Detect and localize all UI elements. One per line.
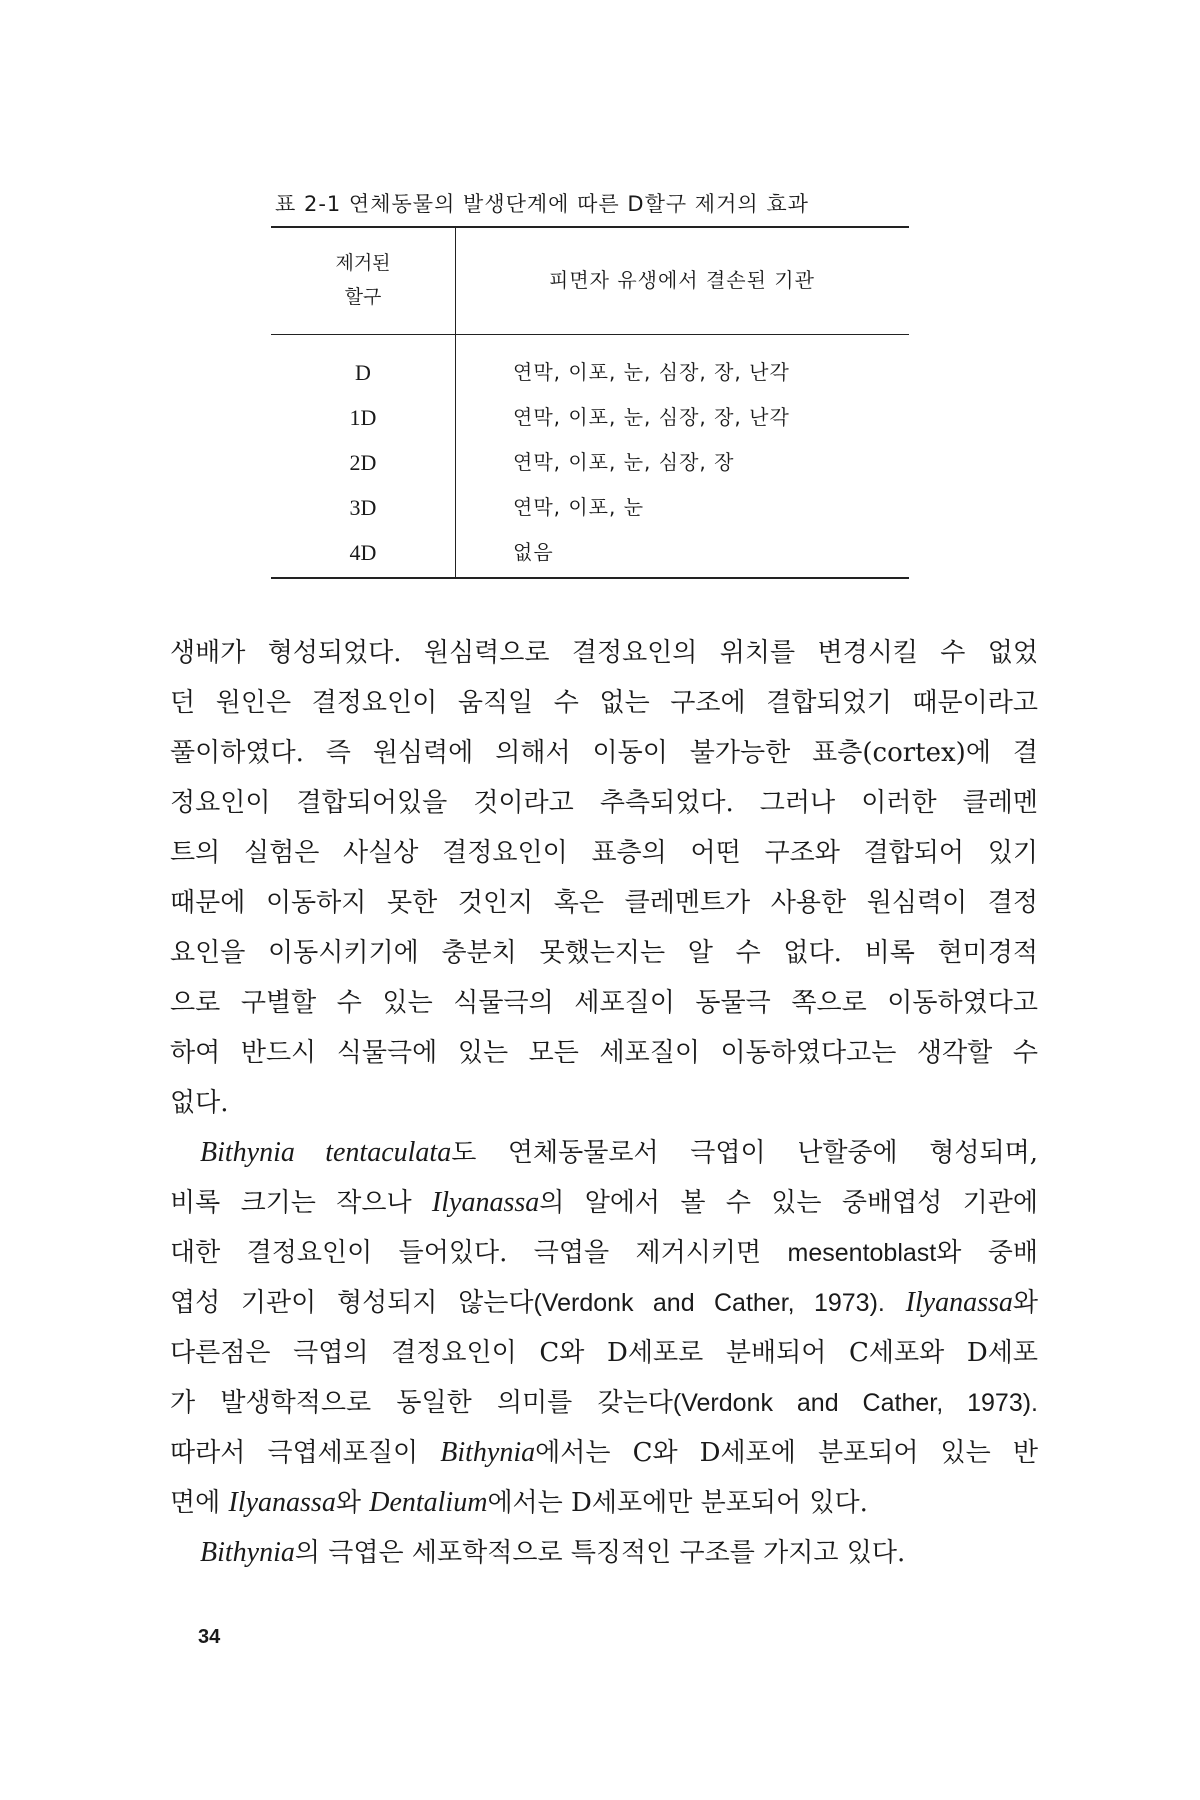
- table-row: [271, 350, 909, 395]
- text-line: [170, 1378, 1038, 1428]
- text-line: 때문에 이동하지 못한 것인지 혹은 클레멘트가 사용한 원심력이 결정: [170, 888, 1038, 918]
- text-line: [170, 1228, 1038, 1278]
- text-line: 없다.: [170, 1088, 229, 1118]
- species-name: Bithynia: [440, 1437, 536, 1468]
- cell-organs: 연막, 이포, 눈, 심장, 장: [513, 450, 735, 474]
- cell-organs: 연막, 이포, 눈: [513, 495, 645, 519]
- text-run: 와 중배: [936, 1238, 1038, 1268]
- text-line: 풀이하였다. 즉 원심력에 의해서 이동이 불가능한 표층(cortex)에 결: [170, 738, 1038, 768]
- citation: (Verdonk and Cather, 1973).: [672, 1389, 1038, 1417]
- text-line: [170, 1478, 1038, 1528]
- text-line: [170, 1428, 1038, 1478]
- body-text: [170, 628, 1038, 1578]
- species-name: Ilyanassa: [228, 1487, 336, 1518]
- text-run: 의 알에서 볼 수 있는 중배엽성 기관에: [539, 1188, 1038, 1218]
- text-run: 도 연체동물로서 극엽이 난할중에 형성되며,: [451, 1138, 1039, 1168]
- text-run: 에서는 D세포에만 분포되어 있다.: [487, 1488, 868, 1518]
- table-header-removed-blastomere: [271, 246, 455, 314]
- table-header-missing-organs: 피면자 유생에서 결손된 기관: [549, 268, 815, 292]
- text-line: 하여 반드시 식물극에 있는 모든 세포질이 이동하였다고는 생각할 수: [170, 1038, 1038, 1068]
- species-name: Bithynia: [200, 1537, 295, 1568]
- cell-blastomere: D: [355, 360, 371, 385]
- table-header-divider: [271, 334, 909, 335]
- table-row: [271, 485, 909, 530]
- text-run: 와: [1012, 1288, 1039, 1318]
- table-row: [271, 440, 909, 485]
- table-row: [271, 395, 909, 440]
- text-line: 생배가 형성되었다. 원심력으로 결정요인의 위치를 변경시킬 수 없었: [170, 638, 1038, 668]
- cell-organs: 연막, 이포, 눈, 심장, 장, 난각: [513, 405, 790, 429]
- cell-organs: 없음: [513, 540, 554, 564]
- text-run: 의 극엽은 세포학적으로 특징적인 구조를 가지고 있다.: [294, 1538, 906, 1568]
- text-run: 대한 결정요인이 들어있다. 극엽을 제거시키면: [170, 1238, 788, 1268]
- species-name: Dentalium: [369, 1487, 488, 1518]
- species-name: Bithynia tentaculata: [200, 1137, 452, 1168]
- cell-blastomere: 3D: [349, 495, 377, 520]
- header-left-line1: 제거된: [335, 252, 391, 274]
- text-line: [170, 1278, 1038, 1328]
- text-line: [170, 1178, 1038, 1228]
- text-line: 트의 실험은 사실상 결정요인이 표층의 어떤 구조와 결합되어 있기: [170, 838, 1038, 868]
- table-caption: 표 2-1 연체동물의 발생단계에 따른 D할구 제거의 효과: [275, 192, 809, 216]
- text-line: 다른점은 극엽의 결정요인이 C와 D세포로 분배되어 C세포와 D세포: [170, 1338, 1038, 1368]
- species-name: Ilyanassa: [431, 1187, 540, 1218]
- text-run: 에서는 C와 D세포에 분포되어 있는 반: [535, 1438, 1038, 1468]
- header-left-line2: 할구: [344, 286, 382, 308]
- text-run: 면에: [170, 1488, 229, 1518]
- text-run: 가 발생학적으로 동일한 의미를 갖는다: [170, 1388, 673, 1418]
- text-run: 와: [335, 1488, 370, 1518]
- text-run: 따라서 극엽세포질이: [170, 1438, 441, 1468]
- text-line: 정요인이 결합되어있을 것이라고 추측되었다. 그러나 이러한 클레멘: [170, 788, 1038, 818]
- text-line: 던 원인은 결정요인이 움직일 수 없는 구조에 결합되었기 때문이라고: [170, 688, 1038, 718]
- text-run: 엽성 기관이 형성되지 않는다: [170, 1288, 534, 1318]
- cell-organs: 연막, 이포, 눈, 심장, 장, 난각: [513, 360, 790, 384]
- species-name: Ilyanassa: [905, 1287, 1013, 1318]
- cell-blastomere: 2D: [349, 450, 377, 475]
- text-line: [170, 1128, 1038, 1178]
- text-line: 으로 구별할 수 있는 식물극의 세포질이 동물극 쪽으로 이동하였다고: [170, 988, 1038, 1018]
- cell-blastomere: 1D: [349, 405, 377, 430]
- citation: (Verdonk and Cather, 1973).: [533, 1289, 885, 1317]
- table-row: [271, 530, 909, 575]
- cell-blastomere: 4D: [349, 540, 377, 565]
- results-table: [271, 226, 909, 579]
- text-line: [170, 1528, 1038, 1578]
- text-run: 비록 크기는 작으나: [170, 1188, 432, 1218]
- page-number: 34: [198, 1626, 221, 1648]
- term: mesentoblast: [787, 1239, 937, 1267]
- text-line: 요인을 이동시키기에 충분치 못했는지는 알 수 없다. 비록 현미경적: [170, 938, 1038, 968]
- table-body: [271, 350, 909, 575]
